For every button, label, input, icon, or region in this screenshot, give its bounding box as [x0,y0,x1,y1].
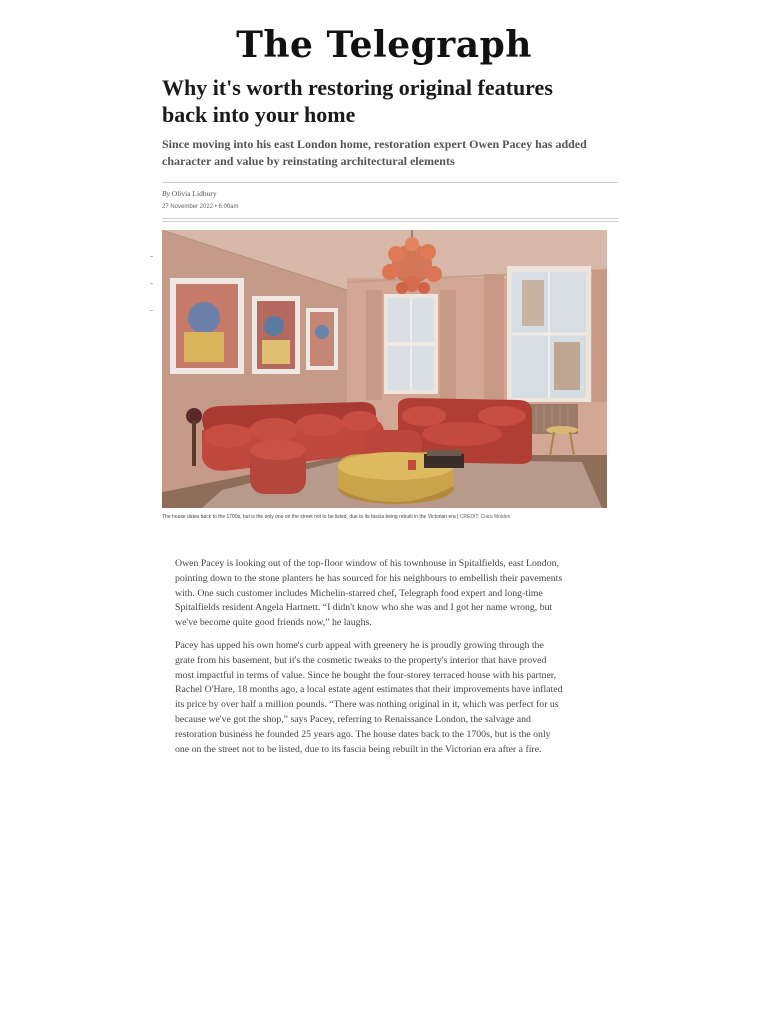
divider [162,218,618,219]
article-headline: Why it's worth restoring original features back into your home [162,75,553,127]
publish-date: 27 November 2022 • 6:00am [162,204,239,210]
photo-caption: The house dates back to the 1700s, but is the only one on the street not to be listed, due to its fascia being rebuilt in the Victorian era | CREDIT: Clara Molden [162,514,511,520]
byline [162,189,217,198]
body-paragraph: Pacey has upped his own home's curb appeal with greenery he is proudly growing through the grate from his basement, but it's the cosmetic tweaks to the property's interior that have proved most impactful in terms of value. Since he bought the four-storey terraced house with his partner, Rachel O'Hare, 18 months ago, a local estate agent estimates that their improvements have inflated its price by over half a million pounds. “There was nothing original in it, which was perfect for us because we've got the shop,” says Pacey, referring to Renaissance London, the salvage and restoration business he founded 25 years ago. The house dates back to the 1700s, but is the only one on the street not to be listed, due to its fascia being rebuilt in the Victorian era after a fire. [175,639,563,755]
author-link[interactable]: Olivia Lidbury [171,189,217,198]
body-paragraph: Owen Pacey is looking out of the top-floor window of his townhouse in Spitalfields, east London, pointing down to the stone planters he has sourced for his neighbours to embellish their pavements with. One such customer includes Michelin-starred chef, Telegraph food expert and long-time Spitalfields resident Angela Hartnett. “I didn't know who she was and I got her name wrong, but we've become quite good friends now,” he laughs. [175,558,563,629]
article-photo[interactable] [162,230,607,508]
page-edge-marks [150,256,154,337]
telegraph-logo[interactable]: The Telegraph [236,24,532,66]
living-room-photo-illustration [162,230,607,508]
divider [162,182,618,183]
byline-prefix: By [162,189,170,198]
article-body [175,557,565,765]
photo-credit: CREDIT: Clara Molden [459,514,511,520]
caption-text: The house dates back to the 1700s, but is the only one on the street not to be listed, due to its fascia being rebuilt in the Victorian era [162,514,456,520]
divider [162,221,618,222]
article-standfirst: Since moving into his east London home, restoration expert Owen Pacey has added character and value by reinstating architectural elements [162,137,587,168]
masthead [0,24,768,66]
